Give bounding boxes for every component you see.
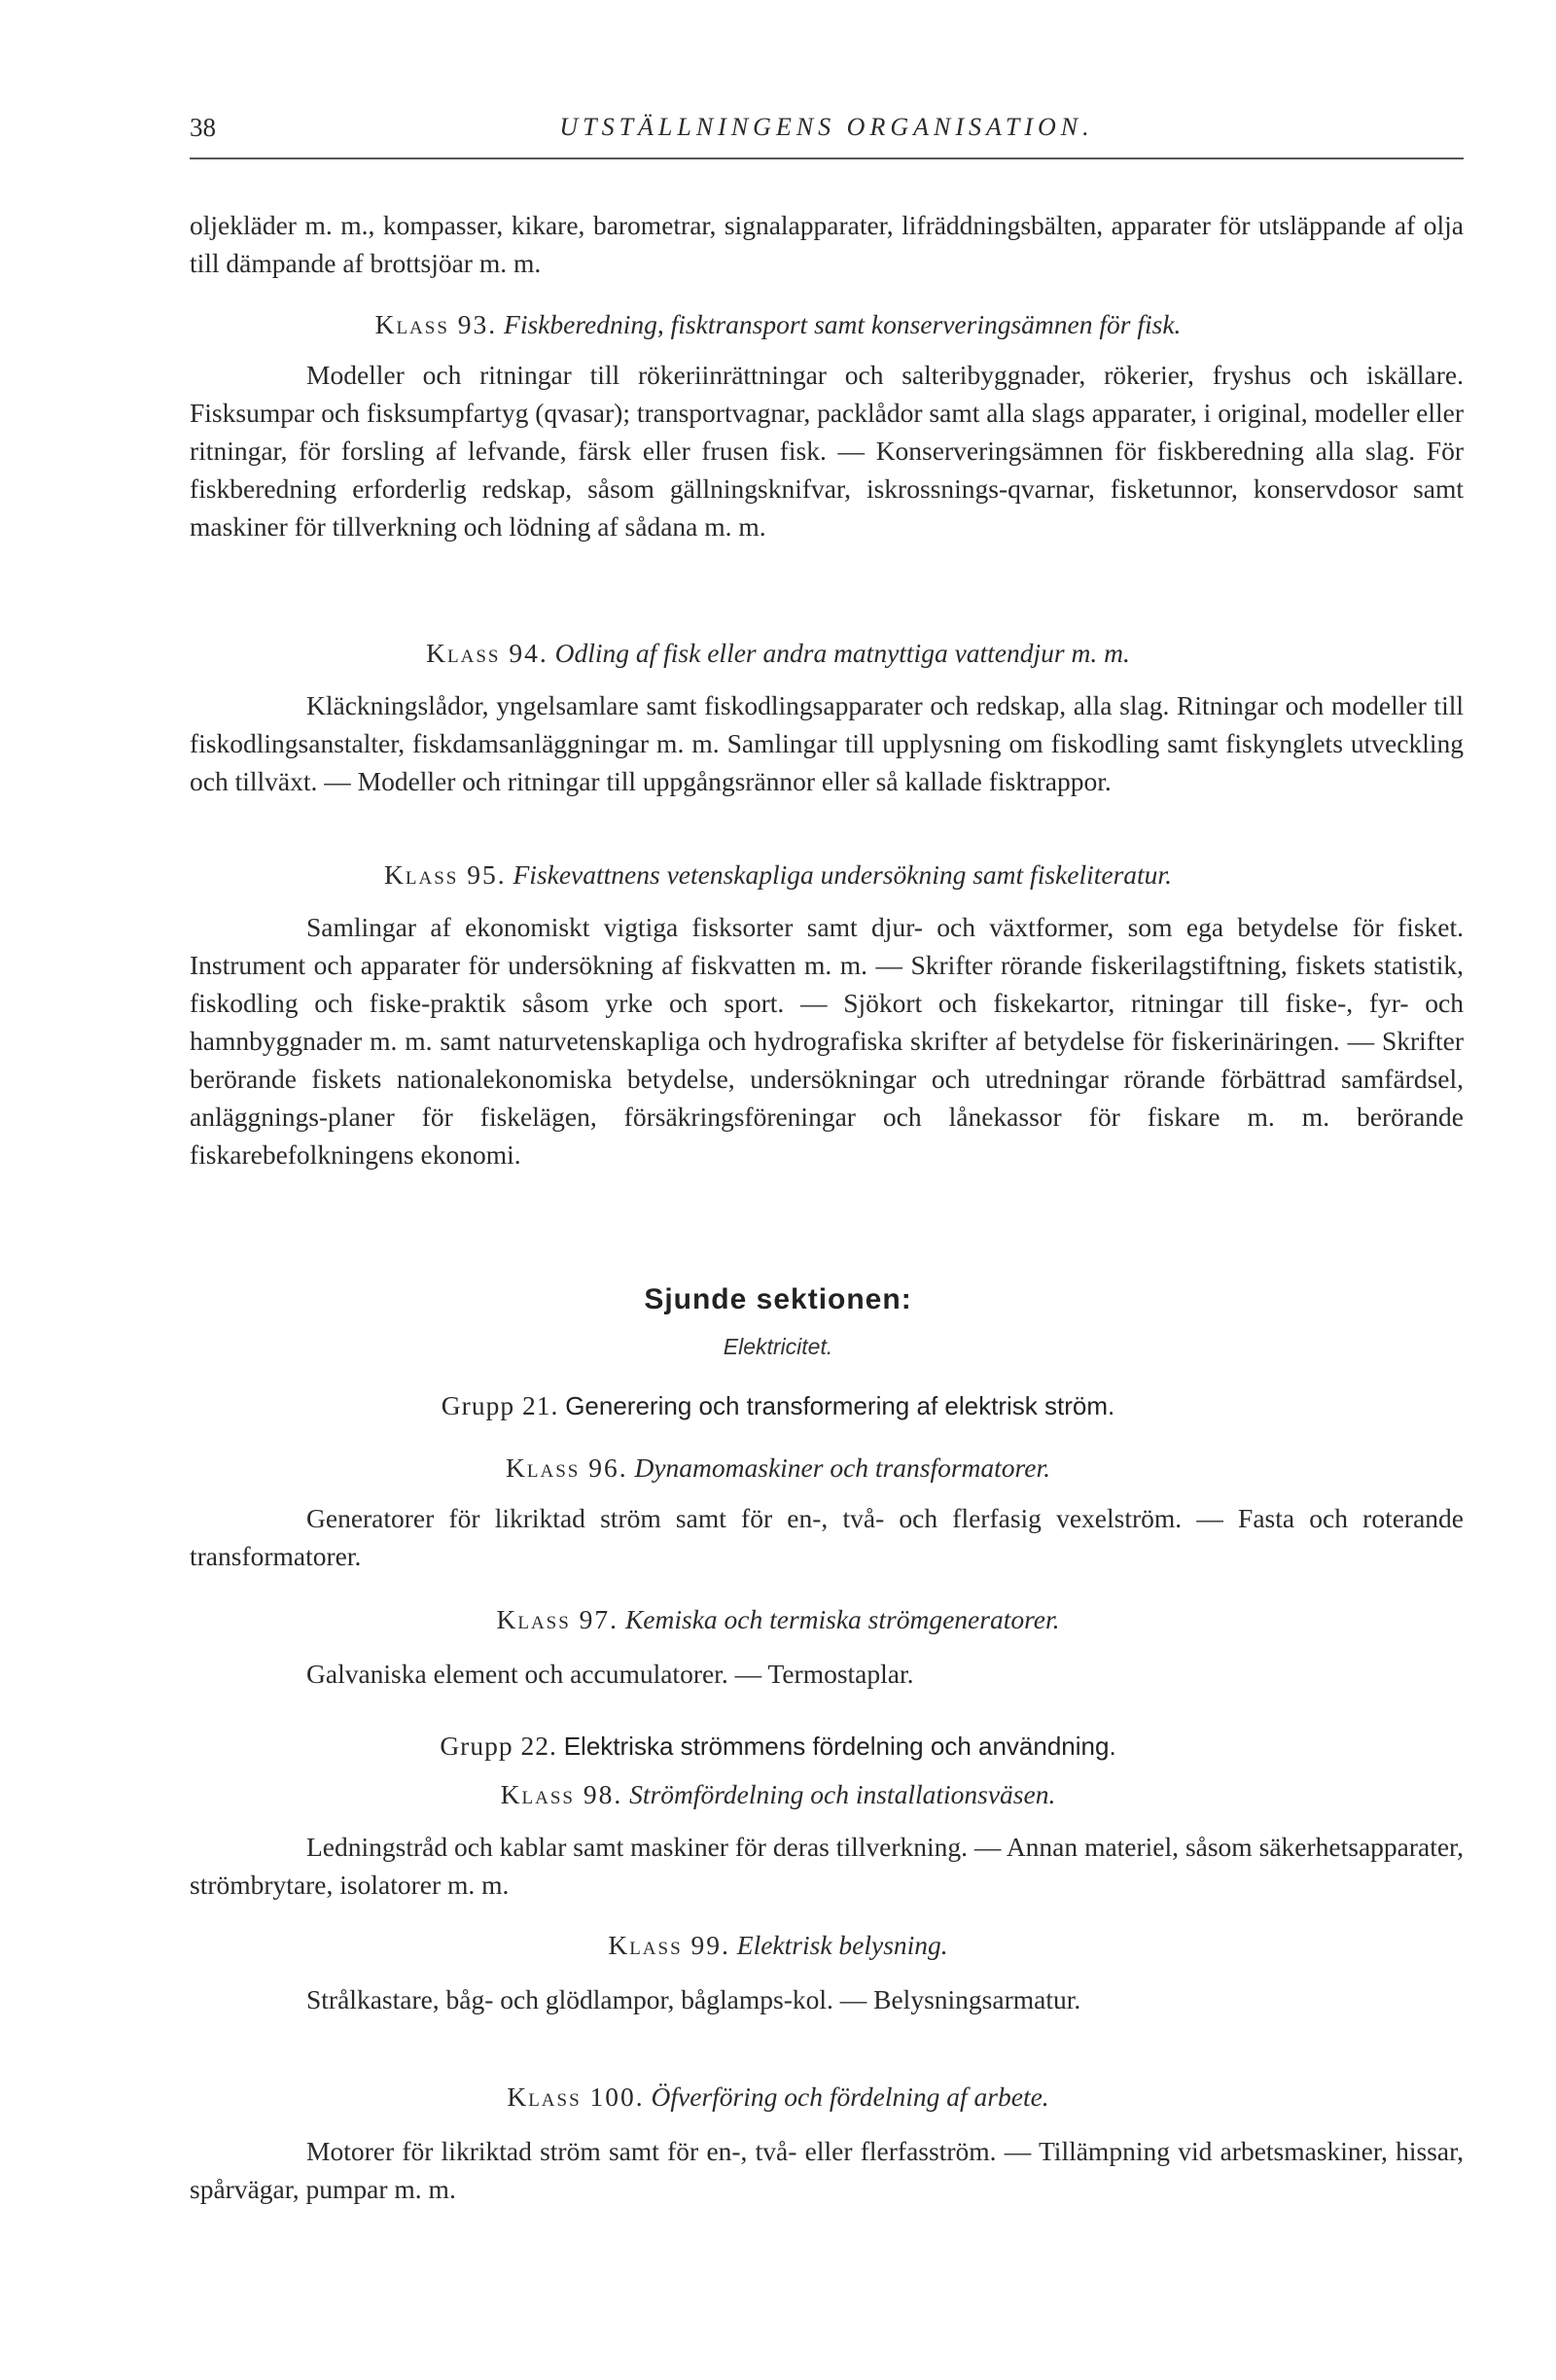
paragraph-continued: oljekläder m. m., kompasser, kikare, barometrar, signalapparater, lifräddningsbälten, apparater för utsläppande af olja till dämpande af brottsjöar m. m. xyxy=(190,210,1464,278)
klass-94-label: Klass 94. xyxy=(426,638,548,668)
klass-93-text: Modeller och ritningar till rökeriinrättningar och salteribyggnader, rökerier, fryshus och iskällare. Fisksumpar och fisksumpfartyg (qvasar); transportvagnar, packlådor samt alla slags apparater, i original, modeller eller ritningar, för forsling af lefvande, färsk eller frusen fisk. — Konserveringsämnen för fiskberedning alla slag. För fiskberedning erforderlig redskap, såsom gällningsknifvar, iskrossnings-qvarnar, fisketunnor, konservdosor samt maskiner för tillverkning och lödning af sådana m. m. xyxy=(190,360,1464,542)
klass-94-title: Odling af fisk eller andra matnyttiga vattendjur m. m. xyxy=(554,638,1130,668)
page-number: 38 xyxy=(190,113,216,142)
klass-98-label: Klass 98. xyxy=(500,1779,623,1809)
klass-96-label: Klass 96. xyxy=(506,1452,628,1483)
klass-95-title: Fiskevattnens vetenskapliga undersökning samt fiskeliteratur. xyxy=(513,859,1172,890)
klass-99-heading xyxy=(0,1930,1556,1961)
section-subtitle: Elektricitet. xyxy=(723,1334,833,1359)
klass-98-heading xyxy=(0,1779,1556,1810)
klass-96-title: Dynamomaskiner och transformatorer. xyxy=(634,1452,1050,1483)
klass-95-heading xyxy=(0,859,1556,891)
klass-93-title: Fiskberedning, fisktransport samt konserveringsämnen för fisk. xyxy=(504,309,1182,339)
grupp-22-heading xyxy=(0,1731,1556,1762)
klass-97-label: Klass 97. xyxy=(496,1604,619,1634)
klass-100-heading xyxy=(0,2082,1556,2113)
running-title: UTSTÄLLNINGENS ORGANISATION. xyxy=(559,113,1094,141)
page-header xyxy=(190,109,1464,159)
klass-99-title: Elektrisk belysning. xyxy=(736,1930,948,1960)
klass-97-text: Galvaniska element och accumulatorer. — Termostaplar. xyxy=(306,1659,914,1689)
klass-100-text: Motorer för likriktad ström samt för en-, två- eller flerfasström. — Tillämpning vid arbetsmaskiner, hissar, spårvägar, pumpar m. m. xyxy=(190,2136,1464,2204)
klass-96-heading xyxy=(0,1452,1556,1484)
klass-97-title: Kemiska och termiska strömgeneratorer. xyxy=(624,1604,1060,1634)
klass-94-text: Kläckningslådor, yngelsamlare samt fiskodlingsapparater och redskap, alla slag. Ritningar och modeller till fiskodlingsanstalter, fiskdamsanläggningar m. m. Samlingar till upplysning om fiskodling samt fiskynglets utveckling och tillväxt. — Modeller och ritningar till uppgångsrännor eller så kallade fisktrappor. xyxy=(190,690,1464,796)
klass-98-title: Strömfördelning och installationsväsen. xyxy=(629,1779,1056,1809)
klass-97-heading xyxy=(0,1604,1556,1635)
section-title: Sjunde sektionen: xyxy=(644,1283,912,1315)
klass-99-text: Strålkastare, båg- och glödlampor, båglamps-kol. — Belysningsarmatur. xyxy=(306,1984,1081,2014)
grupp-21-label: Grupp 21. xyxy=(441,1390,559,1420)
grupp-21-heading xyxy=(0,1390,1556,1421)
klass-95-text: Samlingar af ekonomiskt vigtiga fisksorter samt djur- och växtformer, som ega betydelse för fisket. Instrument och apparater för undersökning af fiskvatten m. m. — Skrifter rörande fiskerilagstiftning, fiskets statistik, fiskodling och fiske-praktik såsom yrke och sport. — Sjökort och fiskekartor, ritningar till fiske-, fyr- och hamnbyggnader m. m. samt naturvetenskapliga och hydrografiska skrifter af betydelse för fiskerinäringen. — Skrifter berörande fiskets nationalekonomiska betydelse, undersökningar och utredningar rörande förbättrad samfärdsel, anläggnings-planer för fiskelägen, försäkringsföreningar och lånekassor för fiskare m. m. berörande fiskarebefolkningens ekonomi. xyxy=(190,912,1464,1170)
klass-95-label: Klass 95. xyxy=(384,859,507,890)
klass-96-text: Generatorer för likriktad ström samt för en-, två- och flerfasig vexelström. — Fasta och roterande transformatorer. xyxy=(190,1503,1464,1571)
klass-98-text: Ledningstråd och kablar samt maskiner för deras tillverkning. — Annan materiel, såsom säkerhetsapparater, strömbrytare, isolatorer m. m. xyxy=(190,1832,1464,1900)
grupp-21-title: Generering och transformering af elektrisk ström. xyxy=(565,1391,1115,1420)
grupp-22-title: Elektriska strömmens fördelning och användning. xyxy=(563,1732,1116,1761)
grupp-22-label: Grupp 22. xyxy=(440,1731,557,1761)
klass-93-label: Klass 93. xyxy=(374,309,498,339)
klass-99-label: Klass 99. xyxy=(608,1930,730,1960)
klass-94-heading xyxy=(0,638,1556,669)
klass-100-title: Öfverföring och fördelning af arbete. xyxy=(651,2082,1049,2112)
klass-93-heading xyxy=(0,309,1556,340)
klass-100-label: Klass 100. xyxy=(507,2082,645,2112)
